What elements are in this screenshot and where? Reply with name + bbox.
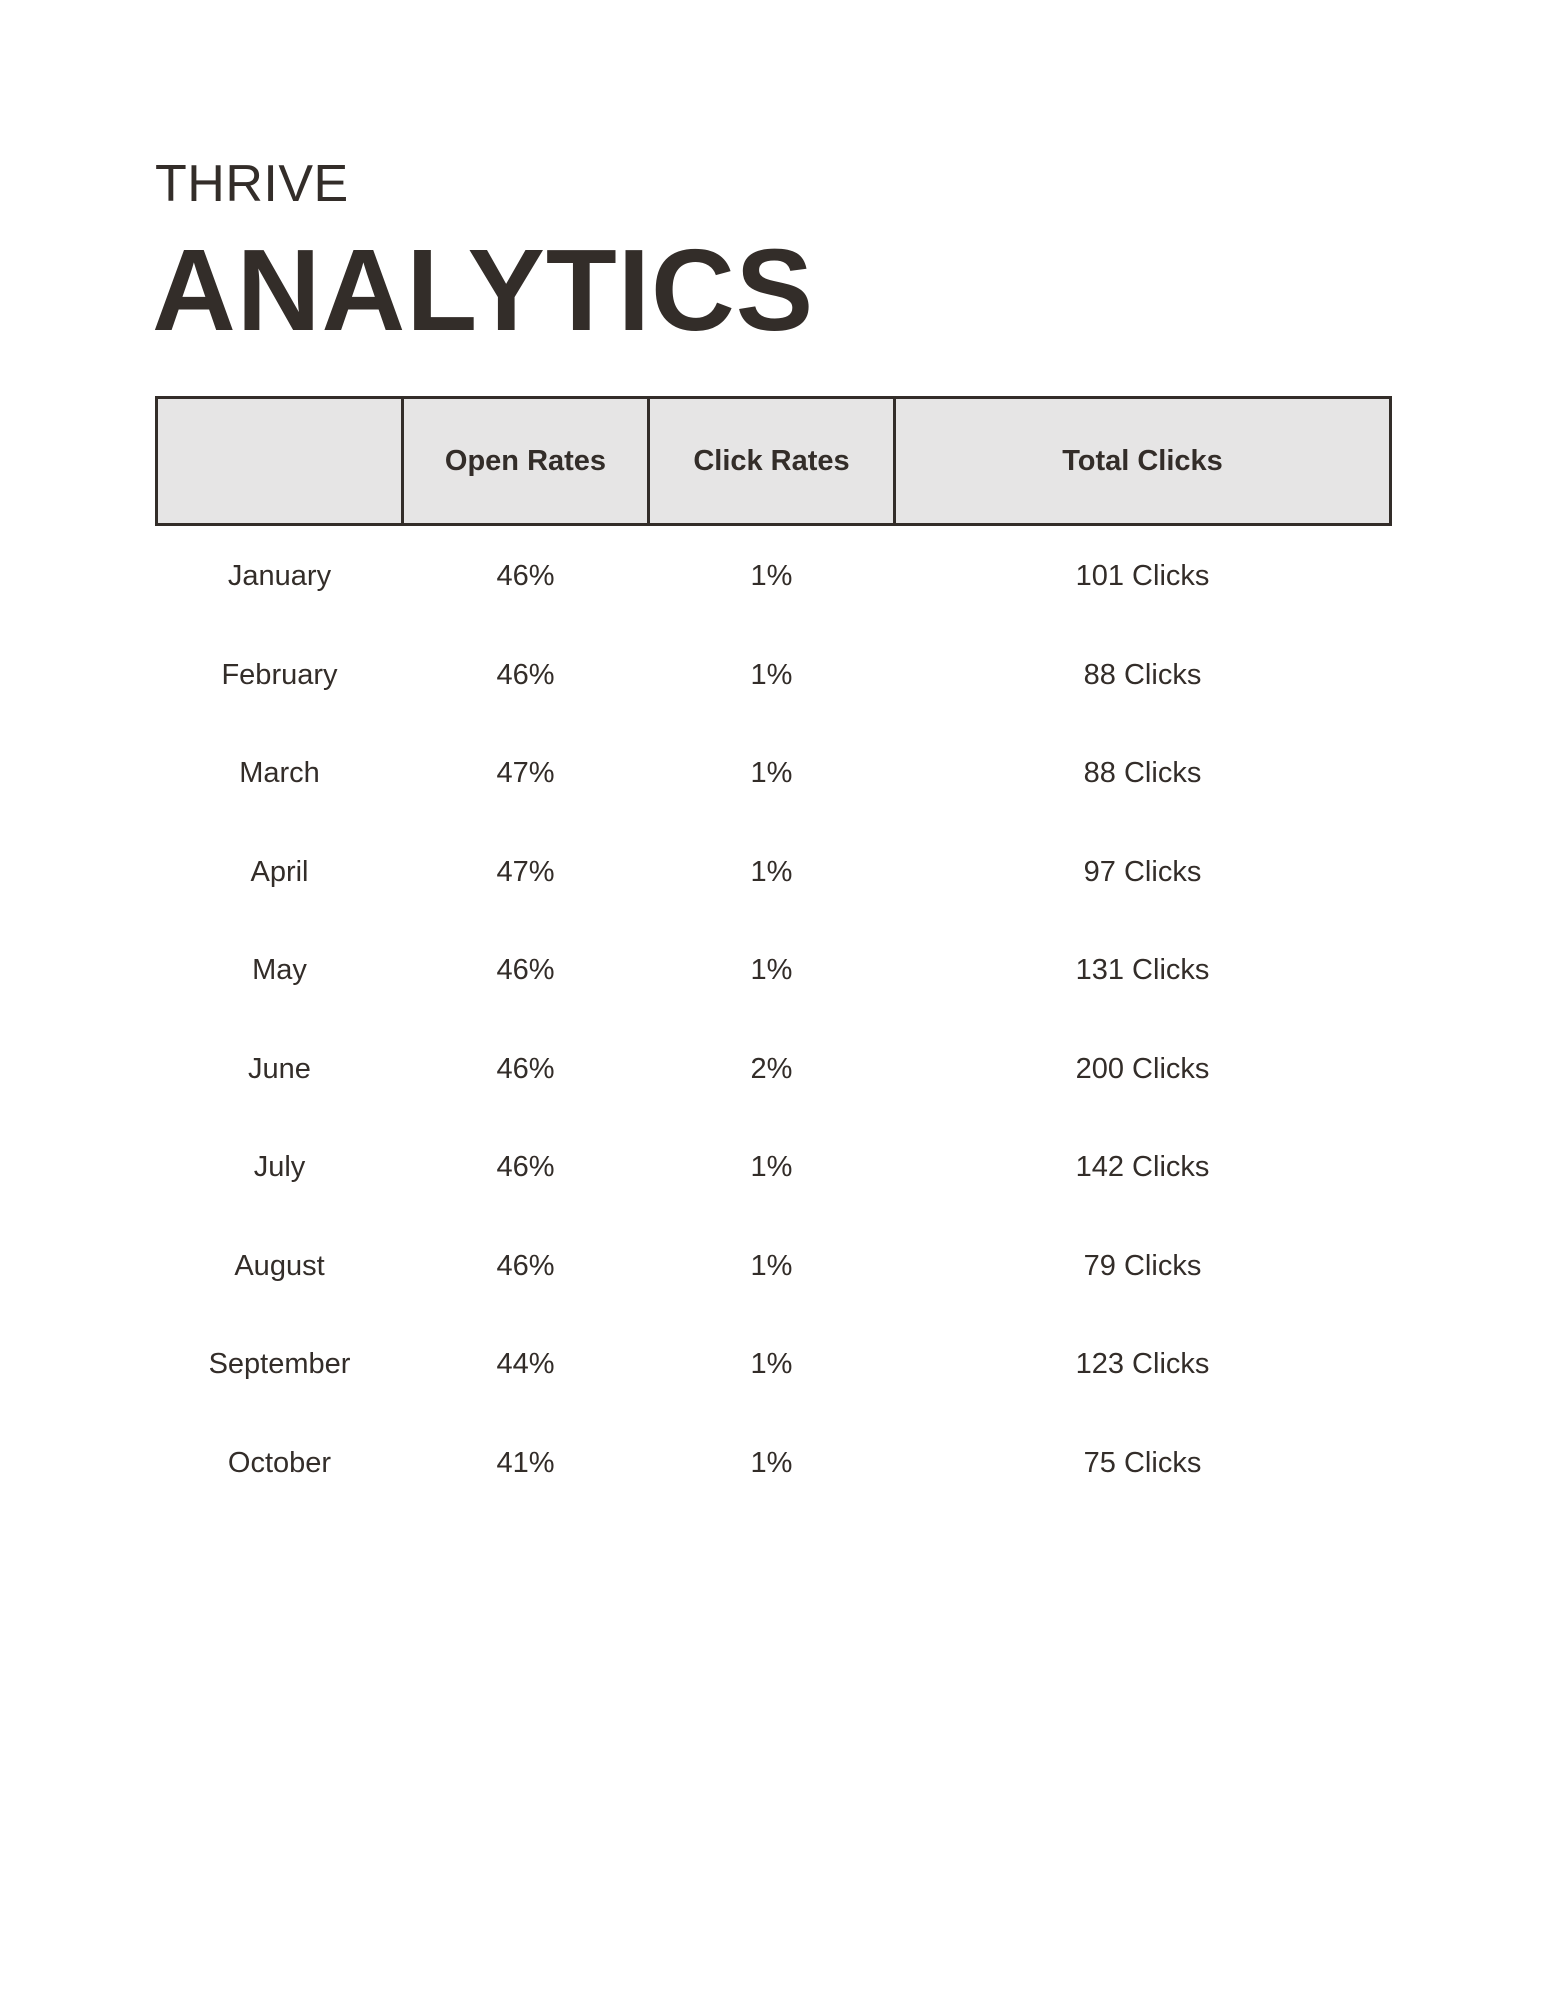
cell-click-rate: 1%	[750, 658, 793, 691]
table-row	[157, 823, 1391, 922]
cell-click-rate: 1%	[750, 1446, 793, 1479]
cell-month: March	[239, 757, 320, 790]
table-row	[157, 626, 1391, 725]
cell-month: October	[227, 1446, 332, 1479]
table-row	[157, 525, 1391, 627]
cell-open-rate: 46%	[496, 1249, 555, 1282]
cell-open-rate: 46%	[496, 1052, 555, 1085]
cell-total-clicks: 97 Clicks	[1083, 855, 1202, 888]
table-row	[157, 922, 1391, 1021]
table-row	[157, 1316, 1391, 1415]
header-cell-click-rates: Click Rates	[649, 398, 895, 525]
cell-click-rate: 1%	[750, 757, 793, 790]
cell-click-rate: 1%	[750, 855, 793, 888]
table-row	[157, 725, 1391, 824]
cell-month: January	[227, 559, 332, 592]
cell-click-rate: 1%	[750, 1151, 793, 1184]
cell-open-rate: 47%	[496, 855, 555, 888]
header-cell-total-clicks: Total Clicks	[895, 398, 1391, 525]
cell-open-rate: 46%	[496, 954, 555, 987]
cell-month: June	[248, 1052, 311, 1085]
table-row	[157, 1414, 1391, 1513]
cell-open-rate: 46%	[496, 658, 555, 691]
cell-open-rate: 41%	[496, 1446, 555, 1479]
cell-month: July	[253, 1151, 306, 1184]
page-title: ANALYTICS	[152, 225, 815, 355]
cell-total-clicks: 142 Clicks	[1075, 1151, 1210, 1184]
table-row	[157, 1119, 1391, 1218]
cell-click-rate: 1%	[750, 954, 793, 987]
brand-name: THRIVE	[155, 155, 349, 213]
cell-month: February	[221, 658, 338, 691]
cell-total-clicks: 88 Clicks	[1083, 658, 1202, 691]
analytics-table	[155, 396, 1392, 1513]
cell-open-rate: 46%	[496, 559, 555, 592]
cell-click-rate: 1%	[750, 1348, 793, 1381]
cell-month: May	[252, 954, 307, 987]
header-cell-month	[157, 398, 403, 525]
cell-total-clicks: 123 Clicks	[1075, 1348, 1210, 1381]
cell-total-clicks: 200 Clicks	[1075, 1052, 1210, 1085]
cell-total-clicks: 131 Clicks	[1075, 954, 1210, 987]
table-row	[157, 1217, 1391, 1316]
cell-open-rate: 44%	[496, 1348, 555, 1381]
cell-total-clicks: 75 Clicks	[1083, 1446, 1202, 1479]
table-row	[157, 1020, 1391, 1119]
header-cell-open-rates: Open Rates	[403, 398, 649, 525]
cell-open-rate: 47%	[496, 757, 555, 790]
cell-total-clicks: 79 Clicks	[1083, 1249, 1202, 1282]
cell-click-rate: 2%	[750, 1052, 793, 1085]
cell-click-rate: 1%	[750, 559, 793, 592]
table-header-row	[157, 398, 1391, 525]
cell-month: April	[250, 855, 309, 888]
cell-open-rate: 46%	[496, 1151, 555, 1184]
cell-total-clicks: 88 Clicks	[1083, 757, 1202, 790]
cell-month: August	[234, 1249, 325, 1282]
cell-month: September	[208, 1348, 351, 1381]
cell-click-rate: 1%	[750, 1249, 793, 1282]
cell-total-clicks: 101 Clicks	[1075, 559, 1210, 592]
